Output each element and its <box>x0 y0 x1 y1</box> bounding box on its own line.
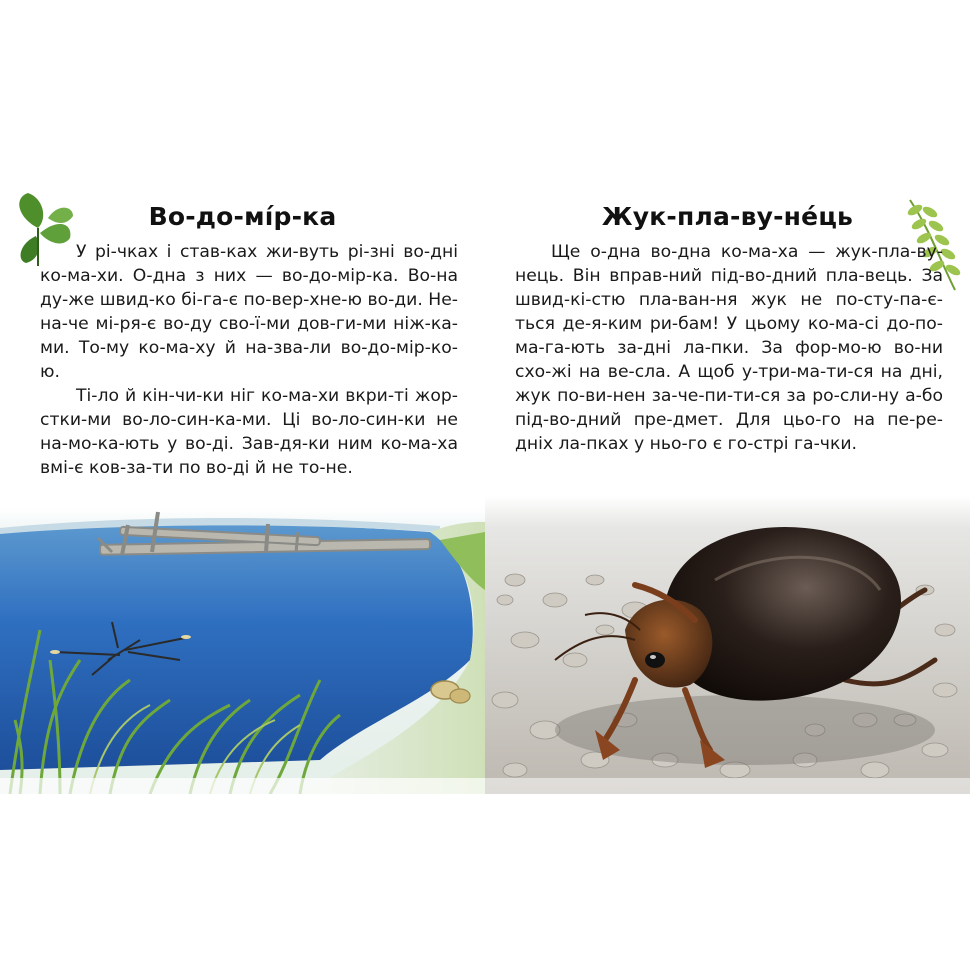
right-page <box>485 160 970 794</box>
page-title: Во-до-мі́р-ка <box>148 202 337 231</box>
paragraph: Ті-ло й кін-чи-ки ніг ко-ма-хи вкри-ті жор-стки-ми во-ло-син-ка-ми. Ці во-ло-син-ки не на-мо-ка-ють у во-ді. Зав-дя-ки ним ко-ма-ха вмі-є ков-за-ти по во-ді й не то-не. <box>40 386 458 478</box>
article-text <box>515 240 943 456</box>
page-title: Жук-пла-ву-не́ць <box>601 202 854 231</box>
article-text <box>40 240 458 480</box>
paragraph: Ще о-дна во-дна ко-ма-ха — жук-пла-ву-нець. Він вправ-ний під-во-дний пла-вець. За швид-кі-стю пла-ван-ня жук не по-сту-па-є-ться де-я-ким ри-бам! У цьому ко-ма-сі до-по-ма-га-ють за-дні ла-пки. За фор-мо-ю во-ни схо-жі на ве-сла. А щоб у-три-ма-ти-ся на дні, жук по-ви-нен за-че-пи-ти-ся за ро-сли-ну а-бо під-во-дний пре-дмет. Для цьо-го на пе-ре-дніх ла-пках у ньо-го є го-стрі га-чки. <box>515 242 943 454</box>
left-page <box>0 160 485 794</box>
paragraph: У рі-чках і став-ках жи-вуть рі-зні во-дні ко-ма-хи. О-дна з них — во-до-мір-ка. Во-на ду-же швид-ко бі-га-є по-вер-хне-ю во-ди. Не-на-че мі-ря-є во-ду сво-ї-ми дов-ги-ми ніж-ка-ми. То-му ко-ма-ху й на-зва-ли во-до-мір-ко-ю. <box>40 242 458 382</box>
